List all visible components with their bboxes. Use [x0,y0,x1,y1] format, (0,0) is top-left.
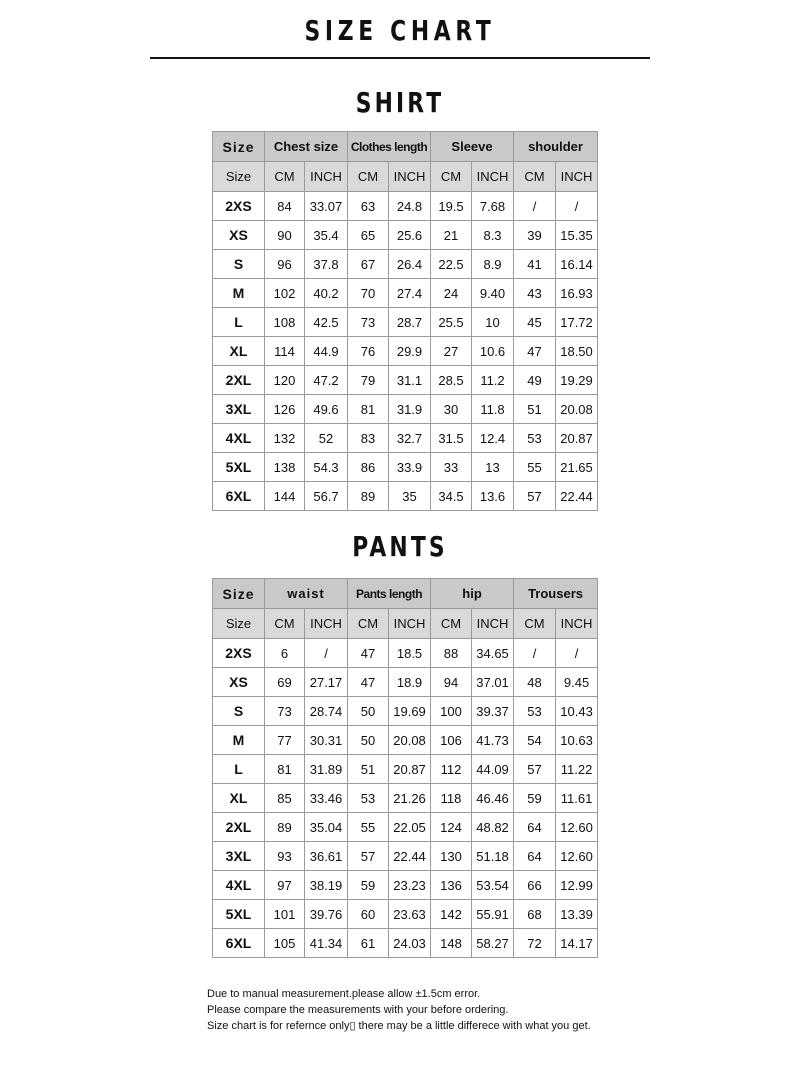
unit-header: INCH [556,162,598,192]
table-cell: 28.74 [305,697,348,726]
table-cell: 34.5 [431,482,472,511]
table-row [213,842,598,871]
table-cell: 48 [514,668,556,697]
table-cell: 93 [265,842,305,871]
table-row [213,279,598,308]
unit-header: Size [213,609,265,639]
header-hip: hip [431,579,514,609]
table-cell: 89 [348,482,389,511]
table-cell: 29.9 [389,337,431,366]
table-cell: 18.50 [556,337,598,366]
table-cell: 25.5 [431,308,472,337]
table-cell: 144 [265,482,305,511]
table-cell: 24.03 [389,929,431,958]
table-cell: 21.65 [556,453,598,482]
table-cell: 15.35 [556,221,598,250]
table-cell: 37.8 [305,250,348,279]
table-cell: 19.29 [556,366,598,395]
table-row [213,192,598,221]
table-cell: 26.4 [389,250,431,279]
table-cell: 101 [265,900,305,929]
unit-header: INCH [305,162,348,192]
size-label-cell: 4XL [213,424,265,453]
table-cell: 120 [265,366,305,395]
table-cell: 85 [265,784,305,813]
table-row [213,871,598,900]
table-cell: 81 [348,395,389,424]
table-cell: 89 [265,813,305,842]
table-cell: 90 [265,221,305,250]
note-line: Size chart is for refernce only▯ there may be a little differece with what you get. [207,1020,591,1032]
table-cell: 64 [514,813,556,842]
table-cell: 39.76 [305,900,348,929]
size-label-cell: L [213,755,265,784]
table-cell: 50 [348,726,389,755]
unit-header: CM [348,609,389,639]
table-cell: 22.44 [389,842,431,871]
table-cell: 94 [431,668,472,697]
table-cell: 7.68 [472,192,514,221]
unit-header: CM [431,609,472,639]
size-label-cell: XL [213,784,265,813]
size-label-cell: 3XL [213,842,265,871]
table-cell: 63 [348,192,389,221]
table-cell: 35.04 [305,813,348,842]
header-waist: waist [265,579,348,609]
table-cell: 31.89 [305,755,348,784]
table-cell: 59 [514,784,556,813]
table-cell: 73 [265,697,305,726]
table-cell: 9.45 [556,668,598,697]
table-cell: 142 [431,900,472,929]
unit-header: CM [514,162,556,192]
shirt-unit-row [213,162,598,192]
table-cell: 58.27 [472,929,514,958]
table-cell: 21 [431,221,472,250]
header-size: Size [213,579,265,609]
table-cell: 28.5 [431,366,472,395]
header-clothes-length: Clothes length [348,132,431,162]
table-cell: 46.46 [472,784,514,813]
table-cell: 84 [265,192,305,221]
table-cell: 50 [348,697,389,726]
table-cell: 106 [431,726,472,755]
table-cell: 70 [348,279,389,308]
size-label-cell: S [213,697,265,726]
table-cell: 31.9 [389,395,431,424]
table-cell: 12.4 [472,424,514,453]
table-cell: / [514,192,556,221]
size-label-cell: L [213,308,265,337]
table-cell: 53 [348,784,389,813]
page-title: SIZE CHART [304,14,496,47]
table-cell: 65 [348,221,389,250]
table-cell: 54 [514,726,556,755]
table-cell: 86 [348,453,389,482]
table-cell: 23.63 [389,900,431,929]
table-cell: 35 [389,482,431,511]
table-cell: 105 [265,929,305,958]
header-chest-size: Chest size [265,132,348,162]
table-cell: 67 [348,250,389,279]
table-row [213,726,598,755]
table-cell: 55 [514,453,556,482]
table-cell: 21.26 [389,784,431,813]
table-cell: 33 [431,453,472,482]
pants-table-body [213,639,598,958]
table-cell: 33.07 [305,192,348,221]
table-cell: 66 [514,871,556,900]
table-cell: 51 [348,755,389,784]
size-label-cell: 2XS [213,639,265,668]
table-cell: 60 [348,900,389,929]
size-label-cell: 5XL [213,900,265,929]
table-cell: 11.22 [556,755,598,784]
table-cell: 27.4 [389,279,431,308]
size-label-cell: 2XL [213,366,265,395]
table-cell: 59 [348,871,389,900]
table-cell: 23.23 [389,871,431,900]
table-cell: 88 [431,639,472,668]
size-label-cell: XS [213,668,265,697]
table-cell: 19.5 [431,192,472,221]
table-cell: 55.91 [472,900,514,929]
unit-header: INCH [389,162,431,192]
table-cell: 20.87 [556,424,598,453]
table-cell: 55 [348,813,389,842]
note-line: Please compare the measurements with your before ordering. [207,1004,509,1016]
table-cell: 9.40 [472,279,514,308]
table-cell: 19.69 [389,697,431,726]
table-row [213,813,598,842]
pants-header-row [213,579,598,609]
table-cell: 73 [348,308,389,337]
table-cell: 10.43 [556,697,598,726]
table-cell: 57 [514,755,556,784]
table-cell: 10.63 [556,726,598,755]
table-row [213,668,598,697]
table-cell: 61 [348,929,389,958]
size-label-cell: XL [213,337,265,366]
table-cell: 11.2 [472,366,514,395]
table-cell: 41 [514,250,556,279]
header-shoulder: shoulder [514,132,598,162]
table-cell: 38.19 [305,871,348,900]
table-cell: 64 [514,842,556,871]
table-cell: 20.87 [389,755,431,784]
table-cell: 37.01 [472,668,514,697]
pants-size-table [212,578,598,958]
unit-header: CM [431,162,472,192]
table-cell: 10.6 [472,337,514,366]
unit-header: INCH [472,162,514,192]
table-cell: 27 [431,337,472,366]
table-cell: 148 [431,929,472,958]
table-row [213,639,598,668]
table-cell: 31.5 [431,424,472,453]
table-cell: 53 [514,424,556,453]
table-cell: 112 [431,755,472,784]
table-cell: 35.4 [305,221,348,250]
table-cell: 24 [431,279,472,308]
table-cell: 57 [514,482,556,511]
table-row [213,395,598,424]
unit-header: CM [348,162,389,192]
table-row [213,784,598,813]
table-cell: 130 [431,842,472,871]
unit-header: INCH [389,609,431,639]
table-cell: 33.46 [305,784,348,813]
table-row [213,755,598,784]
table-cell: 114 [265,337,305,366]
table-cell: 47 [514,337,556,366]
unit-header: CM [265,162,305,192]
table-cell: 51 [514,395,556,424]
table-cell: 51.18 [472,842,514,871]
table-cell: 36.61 [305,842,348,871]
size-label-cell: 6XL [213,482,265,511]
table-row [213,482,598,511]
size-label-cell: XS [213,221,265,250]
table-cell: 44.09 [472,755,514,784]
table-cell: 100 [431,697,472,726]
size-label-cell: 5XL [213,453,265,482]
table-cell: 49 [514,366,556,395]
shirt-size-table [212,131,598,511]
table-cell: 13 [472,453,514,482]
table-cell: 118 [431,784,472,813]
pants-unit-row [213,609,598,639]
table-cell: 97 [265,871,305,900]
size-label-cell: M [213,726,265,755]
table-cell: 14.17 [556,929,598,958]
table-cell: 10 [472,308,514,337]
table-cell: 44.9 [305,337,348,366]
table-cell: / [305,639,348,668]
table-cell: 138 [265,453,305,482]
size-label-cell: M [213,279,265,308]
table-cell: 12.99 [556,871,598,900]
table-row [213,337,598,366]
table-cell: 124 [431,813,472,842]
table-cell: 108 [265,308,305,337]
table-cell: 27.17 [305,668,348,697]
table-cell: 8.9 [472,250,514,279]
header-sleeve: Sleeve [431,132,514,162]
unit-header: INCH [556,609,598,639]
unit-header: INCH [305,609,348,639]
note-line: Due to manual measurement.please allow ±1.5cm error. [207,988,481,1000]
table-cell: 40.2 [305,279,348,308]
table-cell: 57 [348,842,389,871]
table-cell: 52 [305,424,348,453]
table-cell: 77 [265,726,305,755]
table-cell: 25.6 [389,221,431,250]
table-cell: 54.3 [305,453,348,482]
table-row [213,697,598,726]
unit-header: CM [265,609,305,639]
size-label-cell: 4XL [213,871,265,900]
table-row [213,453,598,482]
table-cell: / [556,639,598,668]
table-cell: 11.61 [556,784,598,813]
table-cell: 126 [265,395,305,424]
table-cell: 6 [265,639,305,668]
header-trousers: Trousers [514,579,598,609]
table-cell: 8.3 [472,221,514,250]
table-cell: 33.9 [389,453,431,482]
table-cell: 47 [348,639,389,668]
table-cell: 30 [431,395,472,424]
shirt-section-title: SHIRT [355,86,445,119]
table-cell: 47 [348,668,389,697]
table-cell: 136 [431,871,472,900]
table-row [213,424,598,453]
unit-header: CM [514,609,556,639]
table-cell: 96 [265,250,305,279]
table-cell: 28.7 [389,308,431,337]
table-cell: 16.93 [556,279,598,308]
table-cell: 32.7 [389,424,431,453]
table-cell: 18.9 [389,668,431,697]
table-row [213,221,598,250]
table-row [213,366,598,395]
table-cell: 20.08 [389,726,431,755]
table-cell: 72 [514,929,556,958]
size-label-cell: S [213,250,265,279]
table-cell: 132 [265,424,305,453]
table-cell: 30.31 [305,726,348,755]
size-label-cell: 2XS [213,192,265,221]
size-label-cell: 6XL [213,929,265,958]
size-label-cell: 3XL [213,395,265,424]
table-cell: 11.8 [472,395,514,424]
table-cell: 49.6 [305,395,348,424]
table-cell: 79 [348,366,389,395]
table-cell: 69 [265,668,305,697]
size-label-cell: 2XL [213,813,265,842]
unit-header: Size [213,162,265,192]
table-cell: 42.5 [305,308,348,337]
table-cell: 22.05 [389,813,431,842]
table-cell: 24.8 [389,192,431,221]
table-cell: 34.65 [472,639,514,668]
table-cell: 18.5 [389,639,431,668]
unit-header: INCH [472,609,514,639]
table-cell: 31.1 [389,366,431,395]
title-divider [150,57,650,59]
table-cell: 13.6 [472,482,514,511]
table-cell: 22.5 [431,250,472,279]
table-cell: 48.82 [472,813,514,842]
table-cell: 41.34 [305,929,348,958]
measurement-notes [207,986,591,1034]
table-cell: 13.39 [556,900,598,929]
shirt-header-row [213,132,598,162]
header-size: Size [213,132,265,162]
header-pants-length: Pants length [348,579,431,609]
table-cell: 12.60 [556,842,598,871]
table-row [213,929,598,958]
table-row [213,308,598,337]
table-cell: 68 [514,900,556,929]
table-cell: 41.73 [472,726,514,755]
table-row [213,900,598,929]
table-cell: 47.2 [305,366,348,395]
pants-section-title: PANTS [352,530,448,563]
shirt-table-body [213,192,598,511]
table-cell: 17.72 [556,308,598,337]
table-cell: / [556,192,598,221]
table-cell: 102 [265,279,305,308]
table-cell: 45 [514,308,556,337]
table-cell: 81 [265,755,305,784]
table-cell: 16.14 [556,250,598,279]
table-cell: 53 [514,697,556,726]
table-cell: 43 [514,279,556,308]
table-cell: 83 [348,424,389,453]
table-cell: 12.60 [556,813,598,842]
table-cell: 76 [348,337,389,366]
table-cell: 56.7 [305,482,348,511]
table-cell: 22.44 [556,482,598,511]
table-cell: / [514,639,556,668]
table-cell: 39.37 [472,697,514,726]
table-cell: 53.54 [472,871,514,900]
table-cell: 20.08 [556,395,598,424]
table-row [213,250,598,279]
table-cell: 39 [514,221,556,250]
